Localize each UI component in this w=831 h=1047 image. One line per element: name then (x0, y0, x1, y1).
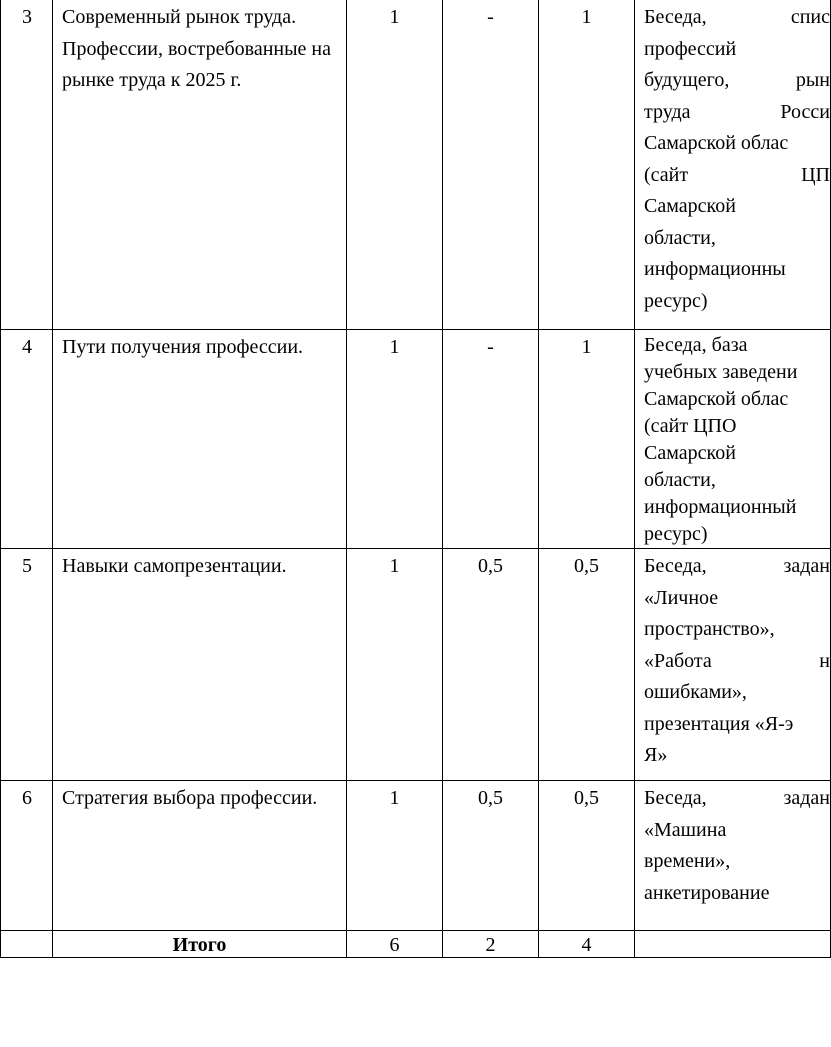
form-word: Росси (780, 100, 830, 123)
form-line-split (644, 97, 830, 129)
form-word: будущего, (644, 69, 730, 91)
hours-practice-cell: 1 (539, 330, 635, 549)
summary-practice: 4 (539, 931, 635, 958)
form-line-split (644, 65, 830, 97)
form-line: времени», (644, 850, 731, 872)
activity-form-cell (635, 549, 831, 781)
form-word: задан (783, 787, 830, 809)
form-line-split (644, 646, 830, 678)
hours-total-cell: 1 (347, 0, 443, 330)
table-row (1, 330, 831, 549)
row-number: 5 (1, 549, 53, 781)
hours-theory-cell: 0,5 (443, 549, 539, 781)
form-line: «Личное (644, 586, 719, 609)
activity-form-cell (635, 330, 831, 549)
form-line: ресурс) (644, 289, 708, 312)
form-line: Беседа, база (644, 334, 748, 356)
form-line: Самарской (644, 442, 736, 464)
hours-theory-cell: - (443, 0, 539, 330)
row-number: 4 (1, 330, 53, 549)
table-row (1, 781, 831, 931)
form-line: области, (644, 469, 716, 491)
form-line-split (644, 783, 830, 815)
form-line: профессий (644, 37, 737, 60)
form-line: информационный (644, 496, 797, 518)
form-line: анкетирование (644, 881, 770, 904)
form-line: информационны (644, 258, 786, 280)
topic-cell: Навыки самопрезентации. (53, 549, 347, 781)
summary-row (1, 931, 831, 958)
form-line: «Машина (644, 818, 727, 841)
form-word: н (819, 649, 830, 672)
form-line: пространство», (644, 618, 775, 640)
hours-theory-cell: 0,5 (443, 781, 539, 931)
form-word: (сайт (644, 163, 689, 186)
form-line-split (644, 2, 830, 34)
form-line-split (644, 160, 830, 192)
form-word: Беседа, (644, 6, 707, 28)
form-line: презентация «Я-э (644, 712, 794, 735)
form-line: Самарской облас (644, 132, 789, 154)
hours-total-cell: 1 (347, 330, 443, 549)
form-line: ошибками», (644, 681, 747, 703)
hours-theory-cell: - (443, 330, 539, 549)
activity-form-cell (635, 0, 831, 330)
hours-practice-cell: 1 (539, 0, 635, 330)
row-number: 3 (1, 0, 53, 330)
form-line: Самарской облас (644, 388, 789, 410)
topic-cell: Современный рынок труда. Профессии, востребованные на рынке труда к 2025 г. (53, 0, 347, 330)
form-line: ресурс) (644, 523, 708, 545)
form-line: области, (644, 226, 716, 249)
hours-total-cell: 1 (347, 781, 443, 931)
form-word: труда (644, 100, 691, 123)
summary-total: 6 (347, 931, 443, 958)
form-word: «Работа (644, 649, 712, 672)
form-word: Беседа, (644, 787, 707, 809)
form-word: задан (783, 555, 830, 577)
hours-practice-cell: 0,5 (539, 781, 635, 931)
form-word: рын (795, 69, 830, 91)
form-line: Самарской (644, 195, 736, 217)
form-line: учебных заведени (644, 361, 798, 383)
form-word: ЦП (801, 163, 830, 186)
form-word: спис (790, 6, 830, 28)
empty-number-cell (1, 931, 53, 958)
form-line: Я» (644, 744, 668, 766)
row-number: 6 (1, 781, 53, 931)
activity-form-cell (635, 781, 831, 931)
form-line-split (644, 551, 830, 583)
summary-label: Итого (53, 931, 347, 958)
hours-practice-cell: 0,5 (539, 549, 635, 781)
summary-theory: 2 (443, 931, 539, 958)
hours-total-cell: 1 (347, 549, 443, 781)
form-word: Беседа, (644, 555, 707, 577)
empty-form-cell (635, 931, 831, 958)
table-row (1, 549, 831, 781)
topic-cell: Пути получения профессии. (53, 330, 347, 549)
table-row (1, 0, 831, 330)
topic-cell: Стратегия выбора профессии. (53, 781, 347, 931)
form-line: (сайт ЦПО (644, 415, 737, 437)
